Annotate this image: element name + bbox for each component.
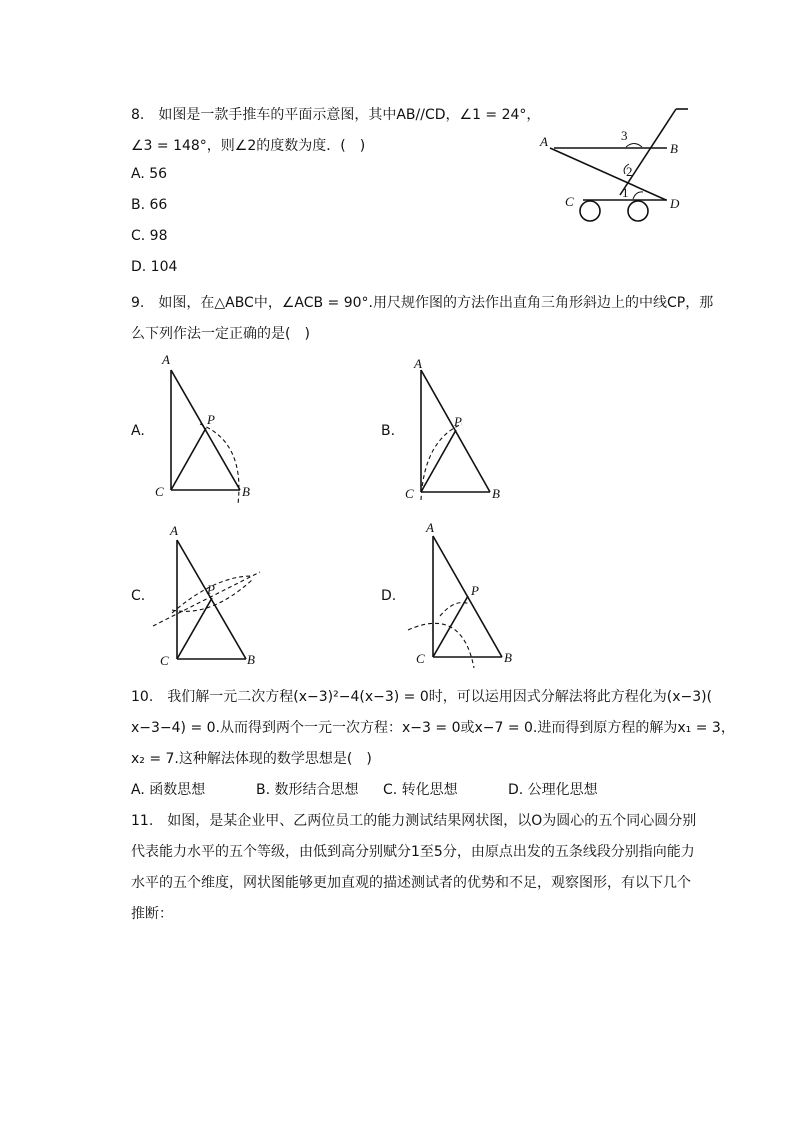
q9-option-d-label: D.	[381, 588, 397, 604]
q8-option-b: B. 66	[131, 197, 168, 213]
q9-option-b-label: B.	[381, 423, 396, 439]
q8-option-a: A. 56	[131, 166, 168, 182]
q10-stem-line2: x−3−4) = 0.从而得到两个一元一次方程：x−3 = 0或x−7 = 0.进而得到原方程的解为x₁ = 3，	[131, 720, 735, 736]
q9a-label-c: C	[155, 484, 164, 499]
q9-figure-d	[400, 518, 520, 673]
q9-figure-c	[150, 518, 265, 673]
q11-stem-line3: 水平的五个维度，网状图能够更加直观的描述测试者的优势和不足，观察图形，有以下几个	[131, 875, 691, 891]
q9-figure-b	[400, 352, 510, 507]
wheel-right	[628, 201, 648, 221]
q10-option-b: B. 数形结合思想	[256, 782, 359, 798]
q8-label-a: A	[540, 134, 548, 149]
q10-stem-line1: 10. 我们解一元二次方程(x−3)²−4(x−3) = 0时，可以运用因式分解法将此方程化为(x−3)(	[131, 689, 713, 705]
q8-stem-line2: ∠3 = 148°，则∠2的度数为度．( )	[131, 138, 366, 154]
q9a-label-b: B	[242, 484, 250, 499]
q8-option-d: D. 104	[131, 259, 178, 275]
q8-label-2: 2	[626, 164, 633, 179]
q9-option-c-label: C.	[131, 588, 146, 604]
q10-option-c: C. 转化思想	[383, 782, 458, 798]
q8-label-d: D	[670, 196, 680, 211]
q9b-label-a: A	[414, 356, 422, 371]
wheel-left	[580, 201, 600, 221]
q9d-label-c: C	[416, 651, 425, 666]
q9c-label-p: P	[207, 582, 215, 597]
q11-stem-line1: 11. 如图，是某企业甲、乙两位员工的能力测试结果网状图，以O为圆心的五个同心圆分别	[131, 813, 697, 829]
angle-3-arc	[626, 144, 642, 148]
q8-cart-diagram	[530, 100, 700, 225]
q9c-label-c: C	[160, 653, 169, 668]
q9c-label-a: A	[170, 523, 178, 538]
q9-stem-line1: 9. 如图，在△ABC中，∠ACB = 90°.用尺规作图的方法作出直角三角形斜边上的中线CP，那	[131, 295, 714, 311]
handle-line	[620, 109, 676, 195]
q9c-label-b: B	[247, 652, 255, 667]
q10-option-d: D. 公理化思想	[508, 782, 598, 798]
q8-label-c: C	[565, 194, 574, 209]
q9d-label-p: P	[471, 583, 479, 598]
q9b-label-b: B	[492, 486, 500, 501]
q8-label-3: 3	[621, 128, 628, 143]
q10-stem-line3: x₂ = 7.这种解法体现的数学思想是( )	[131, 751, 372, 767]
q8-label-1: 1	[622, 185, 629, 200]
angle-1-arc	[633, 192, 643, 199]
q9b-label-p: P	[454, 414, 462, 429]
q9-figure-a	[150, 352, 260, 507]
q9a-label-p: P	[207, 412, 215, 427]
q10-option-a: A. 函数思想	[131, 782, 206, 798]
q9b-label-c: C	[405, 486, 414, 501]
q11-stem-line4: 推断：	[131, 906, 173, 922]
line-ad	[550, 148, 666, 200]
q8-stem-line1: 8. 如图是一款手推车的平面示意图，其中AB//CD，∠1 = 24°，	[131, 107, 541, 123]
q11-stem-line2: 代表能力水平的五个等级，由低到高分别赋分1至5分，由原点出发的五条线段分别指向能力	[131, 844, 695, 860]
q9-option-a-label: A.	[131, 423, 145, 439]
q9d-label-b: B	[504, 650, 512, 665]
q9d-label-a: A	[426, 520, 434, 535]
q9-stem-line2: 么下列作法一定正确的是( )	[131, 326, 310, 342]
q9a-label-a: A	[162, 352, 170, 367]
q8-option-c: C. 98	[131, 228, 168, 244]
q8-label-b: B	[670, 141, 678, 156]
